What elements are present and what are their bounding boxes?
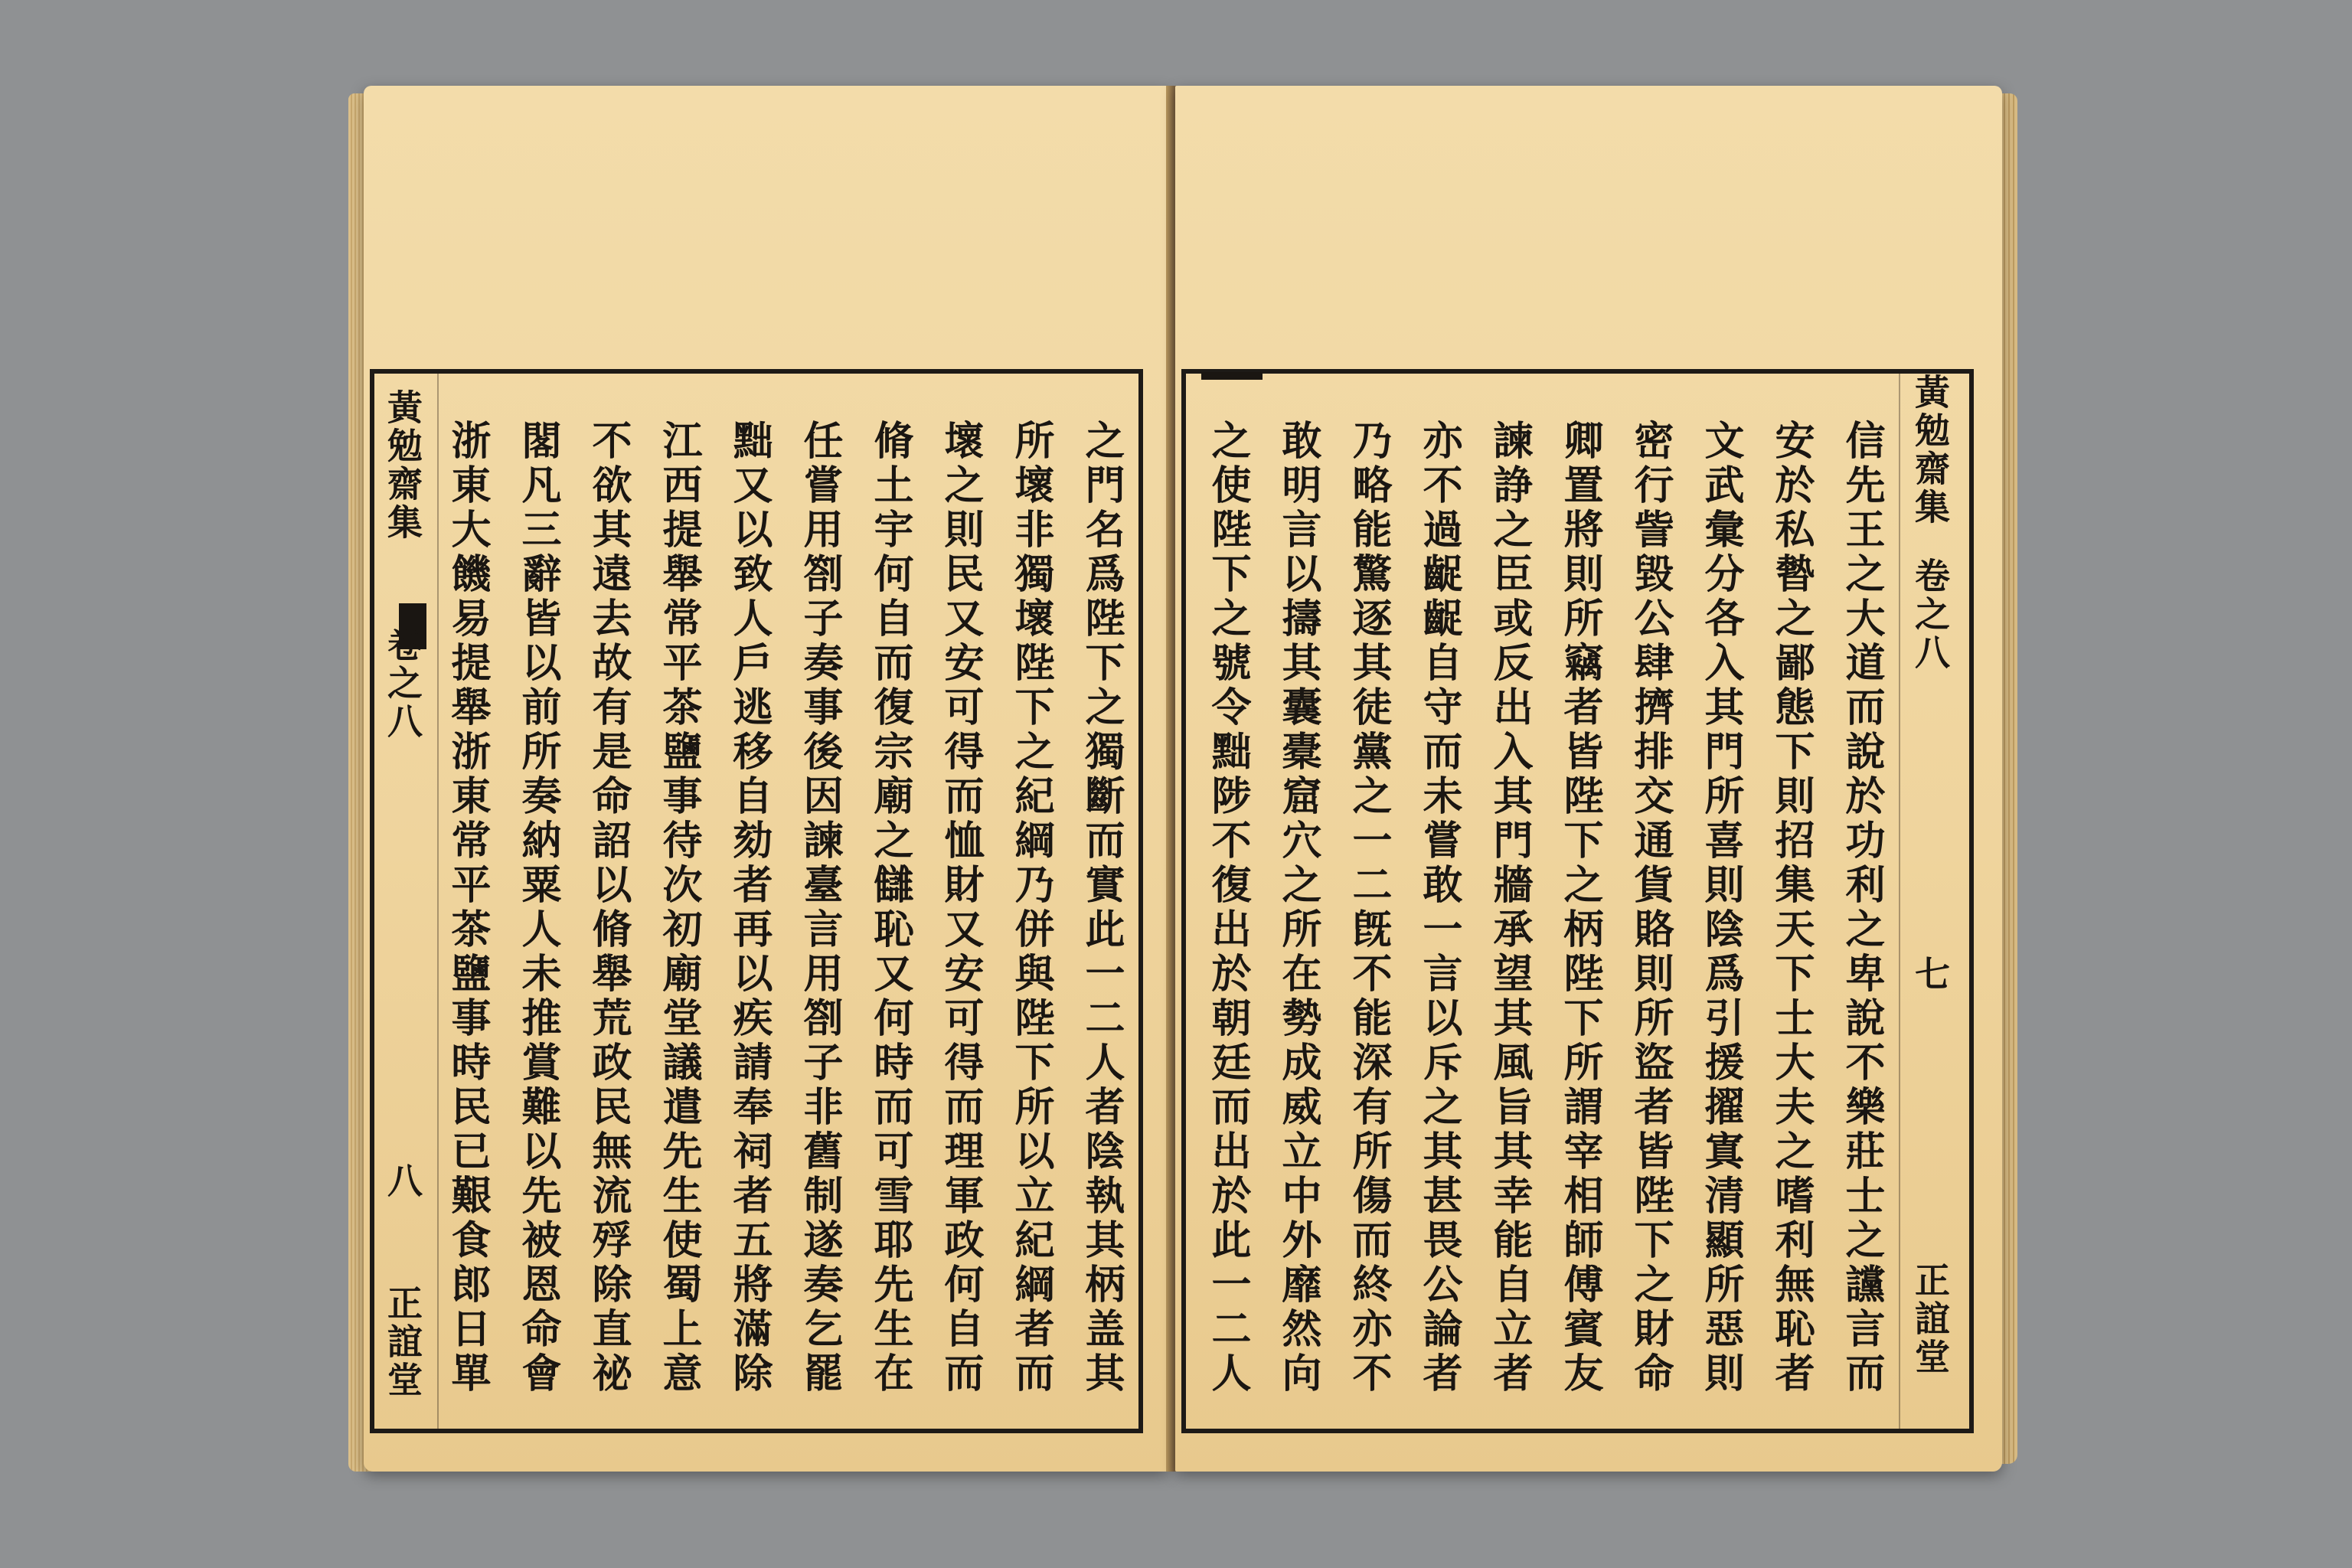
text-column: 之使陛下之號令黜陟不復出於朝廷而出於此一二人 xyxy=(1204,420,1251,1396)
open-book xyxy=(348,86,2017,1479)
text-column: 黜又以致人戶逃移自劾者再以疾請奉祠者五將滿除 xyxy=(726,420,773,1396)
text-column: 亦不過齪齪自守而未嘗敢一言以斥之其甚畏公論者 xyxy=(1416,420,1462,1396)
text-column: 信先王之大道而說於功利之卑說不樂莊士之讜言而 xyxy=(1838,420,1885,1396)
text-column: 諫諍之臣或反出入其門牆承望其風旨其幸能自立者 xyxy=(1486,420,1533,1396)
text-column: 浙東大饑易提舉浙東常平茶鹽事時民已艱食郎日單 xyxy=(444,420,491,1396)
left-page xyxy=(364,86,1168,1472)
text-column: 脩土宇何自而復宗廟之讎恥又何時而可雪耶先生在 xyxy=(867,420,913,1396)
column-rule xyxy=(437,374,439,1429)
text-column: 之門名爲陛下之獨斷而實此一二人者陰執其柄盖其 xyxy=(1078,420,1125,1396)
text-column: 不欲其遠去故有是命詔以脩舉荒政民無流殍除直祕 xyxy=(585,420,632,1396)
text-column: 密行訾毀公肆擠排交通貨賂則所盜者皆陛下之財命 xyxy=(1627,420,1674,1396)
text-column: 乃略能驚逐其徒黨之一二旣不能深有所傷而終亦不 xyxy=(1345,420,1392,1396)
margin-leaf-number: 七 xyxy=(1909,956,1951,994)
margin-volume: 卷之八 xyxy=(382,626,423,741)
text-column: 安於私暬之鄙態下則招集天下士大夫之嗜利無恥者 xyxy=(1768,420,1815,1396)
text-column: 文武彙分各入其門所喜則陰爲引援擢寘清顯所惡則 xyxy=(1697,420,1744,1396)
right-page xyxy=(1175,86,2002,1472)
text-column: 壞之則民又安可得而恤財又安可得而理軍政何自而 xyxy=(937,420,984,1396)
margin-hall-name: 正誼堂 xyxy=(382,1285,423,1400)
text-column: 江西提舉常平茶鹽事待次初廟堂議遣先生使蜀上意 xyxy=(655,420,702,1396)
margin-title: 黃勉齋集 xyxy=(1909,374,1951,527)
column-rule xyxy=(1899,374,1900,1429)
frame-corner-mark xyxy=(1201,372,1263,380)
margin-hall-name: 正誼堂 xyxy=(1909,1262,1951,1377)
text-column: 敢明言以擣其囊橐窟穴之所在勢成威立中外靡然向 xyxy=(1275,420,1321,1396)
text-column: 任嘗用劄子奏事後因諫臺言用劄子非舊制遂奏乞罷 xyxy=(796,420,843,1396)
margin-volume: 卷之八 xyxy=(1909,557,1951,672)
left-text-frame xyxy=(370,369,1143,1433)
margin-title: 黃勉齋集 xyxy=(382,389,423,542)
text-column: 卿置將則所竊者皆陛下之柄陛下所謂宰相師傅賓友 xyxy=(1557,420,1603,1396)
text-column: 閣凡三辭皆以前所奏納粟人未推賞難以先被恩命會 xyxy=(514,420,561,1396)
text-column: 所壞非獨壞陛下之紀綱乃併與陛下所以立紀綱者而 xyxy=(1008,420,1054,1396)
margin-leaf-number: 八 xyxy=(382,1162,423,1200)
right-text-frame xyxy=(1181,369,1974,1433)
